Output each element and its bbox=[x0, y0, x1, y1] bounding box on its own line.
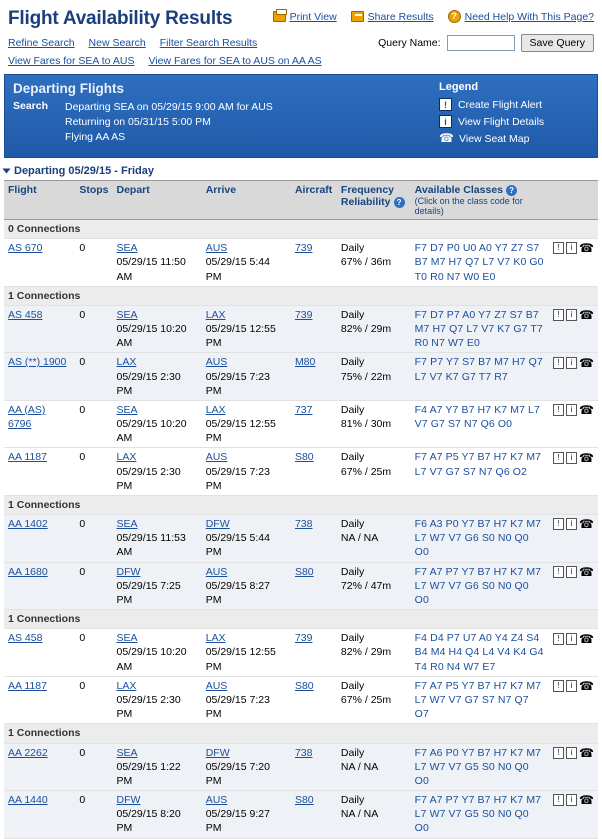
cell-row-actions[interactable] bbox=[549, 400, 598, 448]
frequency-value: Daily bbox=[340, 403, 365, 416]
share-results-link[interactable] bbox=[351, 10, 434, 23]
cell-arrive[interactable] bbox=[202, 305, 291, 353]
reliability-value: 67% / 25m bbox=[340, 465, 392, 478]
reliability-value: 75% / 22m bbox=[340, 370, 392, 383]
table-row[interactable] bbox=[4, 562, 598, 610]
arrive-airport-link[interactable]: LAX bbox=[205, 308, 226, 321]
connections-group-label: 1 Connections bbox=[4, 286, 598, 305]
departing-flights-panel bbox=[4, 74, 598, 158]
depart-datetime: 05/29/15 2:30 PM bbox=[116, 370, 181, 397]
refine-search-link[interactable]: Refine Search bbox=[8, 37, 75, 49]
cell-row-actions[interactable] bbox=[549, 353, 598, 401]
cell-available-classes[interactable]: F7 D7 P0 U0 A0 Y7 Z7 S7 B7 M7 H7 Q7 L7 V7 K0 G0 T0 R0 N7 W0 E0 bbox=[411, 239, 549, 287]
aircraft-link[interactable]: 739 bbox=[294, 308, 313, 321]
cell-frequency-reliability bbox=[337, 791, 411, 839]
arrive-airport-link[interactable]: AUS bbox=[205, 565, 228, 578]
cell-stops: 0 bbox=[75, 305, 112, 353]
depart-datetime: 05/29/15 11:53 AM bbox=[116, 532, 186, 559]
seat-map-icon[interactable]: ☎ bbox=[579, 564, 594, 579]
cell-available-classes[interactable]: F7 P7 Y7 S7 B7 M7 H7 Q7 L7 V7 K7 G7 T7 R7 bbox=[411, 353, 549, 401]
cell-depart[interactable] bbox=[113, 400, 202, 448]
cell-aircraft[interactable] bbox=[291, 562, 337, 610]
view-fares-links bbox=[0, 52, 602, 74]
cell-arrive[interactable] bbox=[202, 448, 291, 496]
flight-number-link[interactable]: AA 1402 bbox=[8, 518, 48, 531]
flight-alert-icon[interactable]: ! bbox=[553, 357, 564, 369]
cell-arrive[interactable] bbox=[202, 400, 291, 448]
cell-arrive[interactable] bbox=[202, 353, 291, 401]
cell-flight[interactable] bbox=[4, 676, 75, 724]
aircraft-link[interactable]: S80 bbox=[294, 679, 314, 692]
cell-row-actions[interactable] bbox=[549, 743, 598, 791]
col-aircraft: Aircraft bbox=[291, 181, 337, 220]
depart-datetime: 05/29/15 10:20 AM bbox=[116, 646, 187, 673]
share-results-label[interactable]: Share Results bbox=[367, 10, 434, 23]
cell-frequency-reliability bbox=[337, 629, 411, 677]
search-line-returning: Returning on 05/31/15 5:00 PM bbox=[65, 116, 211, 129]
reliability-value: 82% / 29m bbox=[340, 646, 392, 659]
connections-group-header bbox=[4, 220, 598, 239]
cell-depart[interactable] bbox=[113, 791, 202, 839]
arrive-airport-link[interactable]: AUS bbox=[205, 679, 228, 692]
legend-label-seatmap: View Seat Map bbox=[459, 132, 530, 145]
depart-airport-link[interactable]: SEA bbox=[116, 518, 138, 531]
depart-airport-link[interactable]: SEA bbox=[116, 308, 138, 321]
arrive-airport-link[interactable]: DFW bbox=[205, 518, 230, 531]
cell-row-actions[interactable] bbox=[549, 791, 598, 839]
reliability-value: 81% / 30m bbox=[340, 418, 392, 431]
connections-group-label: 1 Connections bbox=[4, 724, 598, 743]
header-actions bbox=[273, 6, 594, 23]
nav-links bbox=[8, 37, 257, 49]
depart-airport-link[interactable]: LAX bbox=[116, 679, 137, 692]
col-classes-label: Available Classes bbox=[414, 184, 504, 196]
flight-number-link[interactable]: AS 458 bbox=[8, 308, 43, 321]
col-arrive: Arrive bbox=[202, 181, 291, 220]
cell-stops: 0 bbox=[75, 743, 112, 791]
depart-airport-link[interactable]: SEA bbox=[116, 746, 138, 759]
frequency-value: Daily bbox=[340, 632, 365, 645]
legend-label-alert: Create Flight Alert bbox=[458, 98, 543, 111]
depart-datetime: 05/29/15 8:20 PM bbox=[116, 808, 181, 835]
frequency-value: Daily bbox=[340, 746, 365, 759]
cell-row-actions[interactable] bbox=[549, 562, 598, 610]
cell-available-classes[interactable]: F7 A7 P7 Y7 B7 H7 K7 M7 L7 W7 V7 G6 S0 N0 Q0 O0 bbox=[411, 562, 549, 610]
cell-row-actions[interactable] bbox=[549, 515, 598, 563]
cell-row-actions[interactable] bbox=[549, 448, 598, 496]
cell-depart[interactable] bbox=[113, 448, 202, 496]
cell-stops: 0 bbox=[75, 353, 112, 401]
view-fares-sea-aus-aa-as-link[interactable]: View Fares for SEA to AUS on AA AS bbox=[148, 55, 322, 67]
flight-alert-icon[interactable]: ! bbox=[553, 747, 564, 759]
arrive-datetime: 05/29/15 7:23 PM bbox=[205, 370, 270, 397]
seat-map-icon[interactable]: ☎ bbox=[579, 679, 594, 694]
cell-aircraft[interactable] bbox=[291, 743, 337, 791]
departing-day-header[interactable] bbox=[4, 165, 598, 177]
table-row[interactable] bbox=[4, 515, 598, 563]
cell-stops: 0 bbox=[75, 239, 112, 287]
cell-flight[interactable] bbox=[4, 239, 75, 287]
depart-datetime: 05/29/15 11:50 AM bbox=[116, 256, 186, 283]
depart-airport-link[interactable]: SEA bbox=[116, 242, 138, 255]
col-depart: Depart bbox=[113, 181, 202, 220]
cell-available-classes[interactable]: F7 A7 P5 Y7 B7 H7 K7 M7 L7 W7 V7 G7 S7 N7 Q7 O7 bbox=[411, 676, 549, 724]
frequency-value: Daily bbox=[340, 794, 365, 807]
cell-aircraft[interactable] bbox=[291, 791, 337, 839]
flight-alert-icon[interactable]: ! bbox=[553, 633, 564, 645]
seat-map-icon[interactable]: ☎ bbox=[579, 517, 594, 532]
col-flight: Flight bbox=[4, 181, 75, 220]
table-row[interactable] bbox=[4, 305, 598, 353]
aircraft-link[interactable]: 737 bbox=[294, 403, 313, 416]
table-header-row bbox=[4, 181, 598, 220]
cell-flight[interactable] bbox=[4, 629, 75, 677]
aircraft-link[interactable]: M80 bbox=[294, 356, 316, 369]
print-view-link[interactable] bbox=[273, 10, 337, 23]
flight-details-icon: i bbox=[439, 115, 452, 128]
reliability-value: NA / NA bbox=[340, 532, 379, 545]
table-row[interactable] bbox=[4, 743, 598, 791]
seat-map-icon[interactable]: ☎ bbox=[579, 631, 594, 646]
cell-aircraft[interactable] bbox=[291, 448, 337, 496]
flight-number-link[interactable]: AS 670 bbox=[8, 242, 43, 255]
print-view-label[interactable]: Print View bbox=[289, 10, 337, 23]
arrive-airport-link[interactable]: AUS bbox=[205, 451, 228, 464]
depart-datetime: 05/29/15 2:30 PM bbox=[116, 693, 181, 721]
panel-search-summary bbox=[13, 81, 439, 149]
flight-alert-icon[interactable]: ! bbox=[553, 794, 564, 806]
reliability-value: NA / NA bbox=[340, 760, 379, 773]
cell-row-actions[interactable] bbox=[549, 629, 598, 677]
flight-alert-icon: ! bbox=[439, 98, 452, 111]
cell-aircraft[interactable] bbox=[291, 353, 337, 401]
seat-map-icon[interactable]: ☎ bbox=[579, 403, 594, 418]
arrive-datetime: 05/29/15 12:55 PM bbox=[205, 418, 276, 445]
legend-label-details: View Flight Details bbox=[458, 115, 545, 128]
flight-details-icon[interactable]: i bbox=[566, 566, 577, 578]
flight-alert-icon[interactable]: ! bbox=[553, 404, 564, 416]
query-save-area bbox=[378, 34, 594, 52]
flight-details-icon[interactable]: i bbox=[566, 357, 577, 369]
flight-details-icon[interactable]: i bbox=[566, 518, 577, 530]
flight-alert-icon[interactable]: ! bbox=[553, 518, 564, 530]
table-row[interactable] bbox=[4, 676, 598, 724]
cell-depart[interactable] bbox=[113, 239, 202, 287]
seat-map-icon[interactable]: ☎ bbox=[579, 450, 594, 465]
cell-frequency-reliability bbox=[337, 239, 411, 287]
help-icon: ? bbox=[448, 10, 461, 23]
filter-search-results-link[interactable]: Filter Search Results bbox=[159, 37, 258, 49]
depart-airport-link[interactable]: DFW bbox=[116, 794, 141, 807]
cell-arrive[interactable] bbox=[202, 239, 291, 287]
flight-details-icon[interactable]: i bbox=[566, 747, 577, 759]
connections-group-header bbox=[4, 495, 598, 514]
arrive-datetime: 05/29/15 12:55 PM bbox=[205, 646, 276, 673]
flight-results-table bbox=[4, 180, 598, 839]
frequency-value: Daily bbox=[340, 451, 365, 464]
cell-depart[interactable] bbox=[113, 743, 202, 791]
col-frequency bbox=[337, 181, 411, 220]
cell-stops: 0 bbox=[75, 629, 112, 677]
flight-alert-icon[interactable]: ! bbox=[553, 309, 564, 321]
cell-available-classes[interactable]: F7 D7 P7 A0 Y7 Z7 S7 B7 M7 H7 Q7 L7 V7 K7 G7 T7 R0 N7 W7 E0 bbox=[411, 305, 549, 353]
flight-details-icon[interactable]: i bbox=[566, 452, 577, 464]
arrive-datetime: 05/29/15 12:55 PM bbox=[205, 323, 276, 350]
chevron-down-icon bbox=[3, 169, 11, 174]
cell-row-actions[interactable] bbox=[549, 676, 598, 724]
flight-alert-icon[interactable]: ! bbox=[553, 566, 564, 578]
cell-stops: 0 bbox=[75, 676, 112, 724]
seat-map-icon[interactable]: ☎ bbox=[579, 308, 594, 323]
legend-create-flight-alert bbox=[439, 98, 589, 111]
departing-day-label: Departing 05/29/15 - Friday bbox=[14, 165, 154, 177]
arrive-airport-link[interactable]: AUS bbox=[205, 794, 228, 807]
flight-number-link[interactable]: AS 458 bbox=[8, 632, 43, 645]
search-line-departing: Departing SEA on 05/29/15 9:00 AM for AUS bbox=[65, 101, 273, 113]
search-label: Search bbox=[13, 100, 49, 112]
seat-map-icon[interactable]: ☎ bbox=[579, 793, 594, 808]
flight-alert-icon[interactable]: ! bbox=[553, 452, 564, 464]
cell-stops: 0 bbox=[75, 515, 112, 563]
reliability-value: NA / NA bbox=[340, 808, 379, 821]
flight-details-icon[interactable]: i bbox=[566, 404, 577, 416]
seat-map-icon[interactable]: ☎ bbox=[579, 745, 594, 760]
legend-view-flight-details bbox=[439, 115, 589, 128]
cell-arrive[interactable] bbox=[202, 743, 291, 791]
arrive-airport-link[interactable]: DFW bbox=[205, 746, 230, 759]
depart-airport-link[interactable]: LAX bbox=[116, 451, 137, 464]
reliability-value: 72% / 47m bbox=[340, 579, 392, 592]
cell-depart[interactable] bbox=[113, 305, 202, 353]
cell-arrive[interactable] bbox=[202, 562, 291, 610]
flight-number-link[interactable]: AS (**) 1900 bbox=[8, 356, 67, 369]
cell-flight[interactable] bbox=[4, 400, 75, 448]
cell-frequency-reliability bbox=[337, 400, 411, 448]
cell-aircraft[interactable] bbox=[291, 629, 337, 677]
flight-number-link[interactable]: AA 1187 bbox=[8, 679, 47, 692]
cell-aircraft[interactable] bbox=[291, 305, 337, 353]
cell-available-classes[interactable]: F7 A7 P5 Y7 B7 H7 K7 M7 L7 V7 G7 S7 N7 Q6 O2 bbox=[411, 448, 549, 496]
depart-airport-link[interactable]: SEA bbox=[116, 632, 138, 645]
seat-map-icon[interactable]: ☎ bbox=[579, 355, 594, 370]
cell-frequency-reliability bbox=[337, 353, 411, 401]
reliability-help-icon[interactable]: ? bbox=[394, 197, 405, 208]
cell-available-classes[interactable]: F4 A7 Y7 B7 H7 K7 M7 L7 V7 G7 S7 N7 Q6 O0 bbox=[411, 400, 549, 448]
flight-details-icon[interactable]: i bbox=[566, 680, 577, 692]
page-header bbox=[0, 0, 602, 30]
cell-depart[interactable] bbox=[113, 353, 202, 401]
table-row[interactable] bbox=[4, 353, 598, 401]
cell-flight[interactable] bbox=[4, 562, 75, 610]
print-icon bbox=[273, 11, 286, 22]
cell-aircraft[interactable] bbox=[291, 676, 337, 724]
query-name-input[interactable] bbox=[447, 35, 515, 51]
arrive-datetime: 05/29/15 7:20 PM bbox=[205, 760, 270, 787]
aircraft-link[interactable]: S80 bbox=[294, 794, 314, 807]
cell-available-classes[interactable]: F7 A7 P7 Y7 B7 H7 K7 M7 L7 W7 V7 G5 S0 N0 Q0 O0 bbox=[411, 791, 549, 839]
cell-flight[interactable] bbox=[4, 515, 75, 563]
frequency-value: Daily bbox=[340, 308, 365, 321]
cell-stops: 0 bbox=[75, 791, 112, 839]
legend-view-seat-map bbox=[439, 132, 589, 145]
depart-datetime: 05/29/15 10:20 AM bbox=[116, 323, 187, 350]
cell-stops: 0 bbox=[75, 400, 112, 448]
cell-frequency-reliability bbox=[337, 562, 411, 610]
arrive-datetime: 05/29/15 7:23 PM bbox=[205, 465, 270, 492]
query-name-label: Query Name: bbox=[378, 37, 441, 49]
connections-group-header bbox=[4, 286, 598, 305]
search-line-airlines: Flying AA AS bbox=[65, 131, 126, 144]
flight-number-link[interactable]: AA (AS) 6796 bbox=[8, 403, 46, 431]
cell-flight[interactable] bbox=[4, 791, 75, 839]
flight-details-icon[interactable]: i bbox=[566, 309, 577, 321]
depart-datetime: 05/29/15 10:20 AM bbox=[116, 418, 187, 445]
flight-number-link[interactable]: AA 1187 bbox=[8, 451, 47, 464]
depart-airport-link[interactable]: DFW bbox=[116, 565, 141, 578]
cell-arrive[interactable] bbox=[202, 791, 291, 839]
flight-details-icon[interactable]: i bbox=[566, 633, 577, 645]
aircraft-link[interactable]: S80 bbox=[294, 451, 314, 464]
col-classes-note: (Click on the class code for details) bbox=[414, 196, 523, 216]
arrive-datetime: 05/29/15 8:27 PM bbox=[205, 579, 270, 606]
reliability-value: 67% / 36m bbox=[340, 256, 392, 269]
frequency-value: Daily bbox=[340, 679, 365, 692]
cell-frequency-reliability bbox=[337, 305, 411, 353]
flight-number-link[interactable]: AA 1680 bbox=[8, 565, 48, 578]
cell-flight[interactable] bbox=[4, 448, 75, 496]
view-fares-sea-aus-link[interactable]: View Fares for SEA to AUS bbox=[8, 55, 135, 67]
frequency-value: Daily bbox=[340, 356, 365, 369]
table-body bbox=[4, 220, 598, 839]
col-reliability-label: Reliability ? bbox=[341, 196, 407, 208]
cell-row-actions[interactable] bbox=[549, 305, 598, 353]
aircraft-link[interactable]: 739 bbox=[294, 242, 313, 255]
cell-available-classes[interactable]: F4 D4 P7 U7 A0 Y4 Z4 S4 B4 M4 H4 Q4 L4 V4 K4 G4 T4 R0 N4 W7 E7 bbox=[411, 629, 549, 677]
arrive-datetime: 05/29/15 9:27 PM bbox=[205, 808, 270, 835]
connections-group-label: 1 Connections bbox=[4, 610, 598, 629]
cell-flight[interactable] bbox=[4, 353, 75, 401]
nav-row bbox=[0, 30, 602, 52]
arrive-airport-link[interactable]: LAX bbox=[205, 403, 226, 416]
cell-stops: 0 bbox=[75, 562, 112, 610]
col-frequency-label: Frequency bbox=[340, 184, 395, 196]
frequency-value: Daily bbox=[340, 518, 365, 531]
col-stops: Stops bbox=[75, 181, 112, 220]
aircraft-link[interactable]: S80 bbox=[294, 565, 314, 578]
connections-group-header bbox=[4, 610, 598, 629]
share-icon bbox=[351, 11, 364, 22]
reliability-value: 82% / 29m bbox=[340, 323, 392, 336]
save-query-button[interactable]: Save Query bbox=[521, 34, 594, 52]
col-available-classes bbox=[411, 181, 549, 220]
panel-title: Departing Flights bbox=[13, 81, 124, 96]
connections-group-header bbox=[4, 724, 598, 743]
seat-map-icon[interactable]: ☎ bbox=[579, 241, 594, 256]
cell-aircraft[interactable] bbox=[291, 515, 337, 563]
table-row[interactable] bbox=[4, 629, 598, 677]
cell-frequency-reliability bbox=[337, 448, 411, 496]
depart-airport-link[interactable]: SEA bbox=[116, 403, 138, 416]
flight-number-link[interactable]: AA 1440 bbox=[8, 794, 48, 807]
help-label[interactable]: Need Help With This Page? bbox=[464, 10, 594, 23]
depart-datetime: 05/29/15 1:22 PM bbox=[116, 760, 181, 787]
cell-aircraft[interactable] bbox=[291, 400, 337, 448]
reliability-value: 67% / 25m bbox=[340, 693, 392, 706]
cell-flight[interactable] bbox=[4, 305, 75, 353]
flight-alert-icon[interactable]: ! bbox=[553, 242, 564, 254]
arrive-datetime: 05/29/15 5:44 PM bbox=[205, 256, 270, 283]
table-row[interactable] bbox=[4, 400, 598, 448]
cell-frequency-reliability bbox=[337, 743, 411, 791]
depart-datetime: 05/29/15 2:30 PM bbox=[116, 465, 181, 492]
cell-available-classes[interactable]: F7 A6 P0 Y7 B7 H7 K7 M7 L7 W7 V7 G5 S0 N0 Q0 O0 bbox=[411, 743, 549, 791]
depart-airport-link[interactable]: LAX bbox=[116, 356, 137, 369]
aircraft-link[interactable]: 738 bbox=[294, 518, 313, 531]
arrive-airport-link[interactable]: LAX bbox=[205, 632, 226, 645]
cell-aircraft[interactable] bbox=[291, 239, 337, 287]
arrive-datetime: 05/29/15 5:44 PM bbox=[205, 532, 270, 559]
cell-depart[interactable] bbox=[113, 676, 202, 724]
cell-frequency-reliability bbox=[337, 515, 411, 563]
cell-arrive[interactable] bbox=[202, 676, 291, 724]
cell-arrive[interactable] bbox=[202, 629, 291, 677]
cell-stops: 0 bbox=[75, 448, 112, 496]
table-row[interactable] bbox=[4, 239, 598, 287]
seat-map-icon: ☎ bbox=[439, 131, 454, 145]
arrive-datetime: 05/29/15 7:23 PM bbox=[205, 693, 270, 721]
cell-depart[interactable] bbox=[113, 562, 202, 610]
classes-help-icon[interactable]: ? bbox=[506, 185, 517, 196]
flight-details-icon[interactable]: i bbox=[566, 242, 577, 254]
connections-group-label: 0 Connections bbox=[4, 220, 598, 239]
cell-available-classes[interactable]: F6 A3 P0 Y7 B7 H7 K7 M7 L7 W7 V7 G6 S0 N0 Q0 O0 bbox=[411, 515, 549, 563]
cell-depart[interactable] bbox=[113, 515, 202, 563]
cell-depart[interactable] bbox=[113, 629, 202, 677]
cell-frequency-reliability bbox=[337, 676, 411, 724]
arrive-airport-link[interactable]: AUS bbox=[205, 242, 228, 255]
aircraft-link[interactable]: 738 bbox=[294, 746, 313, 759]
help-link[interactable] bbox=[448, 10, 594, 23]
aircraft-link[interactable]: 739 bbox=[294, 632, 313, 645]
legend bbox=[439, 81, 589, 149]
frequency-value: Daily bbox=[340, 242, 365, 255]
page-title: Flight Availability Results bbox=[8, 8, 233, 29]
arrive-airport-link[interactable]: AUS bbox=[205, 356, 228, 369]
flight-alert-icon[interactable]: ! bbox=[553, 680, 564, 692]
frequency-value: Daily bbox=[340, 565, 365, 578]
flight-number-link[interactable]: AA 2262 bbox=[8, 746, 48, 759]
depart-datetime: 05/29/15 7:25 PM bbox=[116, 579, 181, 606]
cell-arrive[interactable] bbox=[202, 515, 291, 563]
cell-flight[interactable] bbox=[4, 743, 75, 791]
connections-group-label: 1 Connections bbox=[4, 495, 598, 514]
cell-row-actions[interactable] bbox=[549, 239, 598, 287]
table-row[interactable] bbox=[4, 791, 598, 839]
flight-details-icon[interactable]: i bbox=[566, 794, 577, 806]
new-search-link[interactable]: New Search bbox=[88, 37, 146, 49]
table-row[interactable] bbox=[4, 448, 598, 496]
col-actions bbox=[549, 181, 598, 220]
legend-title: Legend bbox=[439, 81, 479, 93]
